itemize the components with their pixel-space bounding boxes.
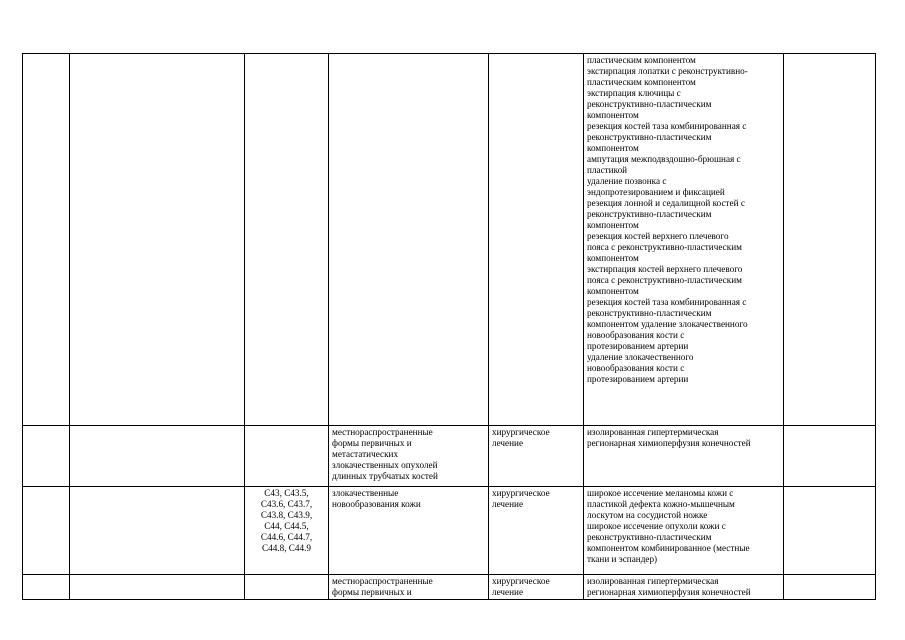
- treatment-type-cell: [489, 487, 584, 575]
- cell-text-line: C43.8, C43.9,: [260, 510, 313, 520]
- cell-text-line: новообразования кости с: [587, 330, 685, 340]
- condition-cell: [329, 426, 489, 487]
- cell-text-line: компонентом: [587, 286, 639, 296]
- cell-text-line: C43.6, C43.7,: [260, 499, 313, 509]
- cell-text-line: хирургическое: [492, 427, 550, 437]
- norm-cell: [784, 54, 876, 426]
- cell-text-line: реконструктивно-пластическим: [587, 209, 712, 219]
- cell-text-line: резекция костей таза комбинированная с: [587, 121, 747, 131]
- cell-text-line: лечение: [492, 587, 524, 597]
- cell-text-line: C43, C43.5,: [264, 488, 309, 498]
- icd-codes-cell: [245, 487, 329, 575]
- table-row: [23, 54, 876, 426]
- cell-text-line: экстирпация лопатки с реконструктивно-: [587, 66, 748, 76]
- cell-text-line: компонентом: [587, 220, 639, 230]
- cell-text-line: компонентом удаление злокачественного: [587, 319, 748, 329]
- condition-cell: [329, 575, 489, 600]
- cell-text-line: лечение: [492, 438, 524, 448]
- cell-text-line: C44.8, C44.9: [261, 543, 311, 553]
- number-cell: [23, 575, 70, 600]
- cell-text-line: пластическим компонентом: [587, 55, 696, 65]
- cell-text-line: злокачественные: [332, 488, 399, 498]
- treatment-type-cell: [489, 54, 584, 426]
- cell-text-line: ампутация межподвздошно-брюшная с: [587, 154, 741, 164]
- cell-text-line: C44.6, C44.7,: [260, 532, 313, 542]
- cell-text-line: компонентом: [587, 110, 639, 120]
- cell-text-line: хирургическое: [492, 576, 550, 586]
- condition-cell: [329, 487, 489, 575]
- cell-text-line: новообразования кости с: [587, 363, 685, 373]
- cell-text-line: резекция лонной и седалищной костей с: [587, 198, 745, 208]
- norm-cell: [784, 575, 876, 600]
- profile-cell: [70, 487, 245, 575]
- number-cell: [23, 487, 70, 575]
- cell-text-line: регионарная химиоперфузия конечностей: [587, 587, 751, 597]
- cell-text-line: реконструктивно-пластическим: [587, 132, 712, 142]
- cell-text-line: удаление злокачественного: [587, 352, 694, 362]
- icd-codes-cell: [245, 54, 329, 426]
- cell-text-line: компонентом комбинированное (местные: [587, 543, 750, 553]
- number-cell: [23, 54, 70, 426]
- cell-text-line: протезированием артерии: [587, 341, 689, 351]
- medical-services-table: [22, 53, 876, 600]
- cell-text-line: ткани и эспандер): [587, 554, 658, 564]
- cell-text-line: C44, C44.5,: [264, 521, 309, 531]
- treatment-type-cell: [489, 426, 584, 487]
- number-cell: [23, 426, 70, 487]
- cell-text-line: формы первичных и: [332, 587, 412, 597]
- cell-text-line: пластикой дефекта кожно-мышечным: [587, 499, 735, 509]
- cell-text-line: изолированная гипертермическая: [587, 576, 719, 586]
- cell-text-line: компонентом: [587, 143, 639, 153]
- cell-text-line: местнораспространенные: [332, 576, 433, 586]
- cell-text-line: хирургическое: [492, 488, 550, 498]
- cell-text-line: широкое иссечение опухоли кожи с: [587, 521, 726, 531]
- profile-cell: [70, 54, 245, 426]
- profile-cell: [70, 426, 245, 487]
- cell-text-line: формы первичных и: [332, 438, 412, 448]
- table-row: [23, 426, 876, 487]
- icd-codes-cell: [245, 575, 329, 600]
- cell-text-line: новообразования кожи: [332, 499, 421, 509]
- treatment-methods-cell: [584, 487, 784, 575]
- cell-text-line: резекция костей верхнего плечевого: [587, 231, 729, 241]
- treatment-type-cell: [489, 575, 584, 600]
- treatment-methods-cell: [584, 54, 784, 426]
- cell-text-line: экстирпация костей верхнего плечевого: [587, 264, 743, 274]
- cell-text-line: компонентом: [587, 253, 639, 263]
- cell-text-line: протезированием артерии: [587, 374, 689, 384]
- norm-cell: [784, 426, 876, 487]
- cell-text-line: регионарная химиоперфузия конечностей: [587, 438, 751, 448]
- cell-text-line: реконструктивно-пластическим: [587, 99, 712, 109]
- icd-codes-cell: [245, 426, 329, 487]
- cell-text-line: широкое иссечение меланомы кожи с: [587, 488, 734, 498]
- cell-text-line: эндопротезированием и фиксацией: [587, 187, 725, 197]
- cell-text-line: реконструктивно-пластическим: [587, 308, 712, 318]
- cell-text-line: реконструктивно-пластическим: [587, 532, 712, 542]
- norm-cell: [784, 487, 876, 575]
- cell-text-line: резекция костей таза комбинированная с: [587, 297, 747, 307]
- condition-cell: [329, 54, 489, 426]
- cell-text-line: пластикой: [587, 165, 628, 175]
- cell-text-line: метастатических: [332, 449, 399, 459]
- cell-text-line: местнораспространенные: [332, 427, 433, 437]
- cell-text-line: злокачественных опухолей: [332, 460, 438, 470]
- cell-text-line: изолированная гипертермическая: [587, 427, 719, 437]
- cell-text-line: пластическим компонентом: [587, 77, 696, 87]
- table-row: [23, 487, 876, 575]
- cell-text-line: удаление позвонка с: [587, 176, 667, 186]
- cell-text-line: лечение: [492, 499, 524, 509]
- table-row: [23, 575, 876, 600]
- cell-text-line: пояса с реконструктивно-пластическим: [587, 275, 742, 285]
- treatment-methods-cell: [584, 575, 784, 600]
- cell-text-line: лоскутом на сосудистой ножке: [587, 510, 708, 520]
- cell-text-line: длинных трубчатых костей: [332, 471, 438, 481]
- cell-text-line: экстирпация ключицы с: [587, 88, 681, 98]
- profile-cell: [70, 575, 245, 600]
- cell-text-line: пояса с реконструктивно-пластическим: [587, 242, 742, 252]
- treatment-methods-cell: [584, 426, 784, 487]
